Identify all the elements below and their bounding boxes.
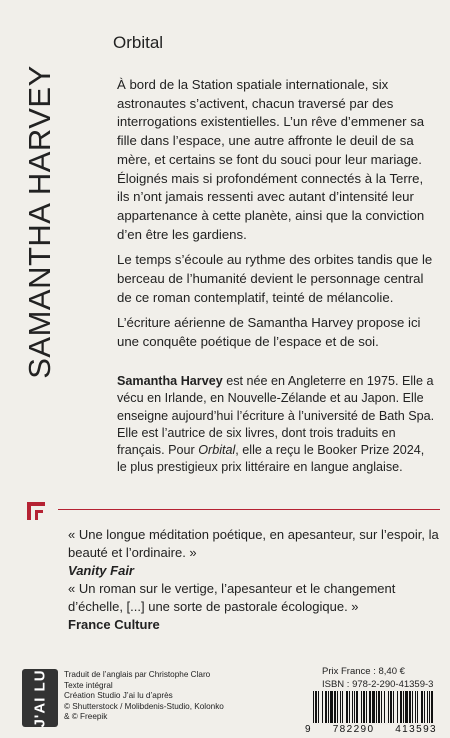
publisher-logo-text: J'AI LU bbox=[31, 668, 49, 728]
barcode-bars bbox=[305, 691, 437, 723]
price: Prix France : 8,40 € bbox=[322, 666, 405, 677]
credits-line-1: Traduit de l’anglais par Christophe Claro bbox=[64, 670, 211, 679]
blurb-paragraph-4: L’écriture aérienne de Samantha Harvey propose ici une conquête poétique de l’espace et de soi. bbox=[117, 315, 421, 350]
book-title: Orbital bbox=[113, 33, 164, 52]
credits-line-5: & © Freepik bbox=[64, 712, 108, 722]
credits bbox=[64, 670, 254, 723]
red-corner-icon bbox=[25, 500, 47, 522]
bio-text-2: , elle a reçu le Booker Prize 2024, le plus prestigieux prix littéraire en langue anglaise. bbox=[117, 443, 425, 475]
quote-1-source: Vanity Fair bbox=[68, 563, 134, 578]
barcode-digit-group-1: 9 bbox=[305, 724, 312, 735]
author-bio bbox=[117, 373, 437, 477]
blurb bbox=[117, 76, 437, 359]
quote-2 bbox=[68, 580, 440, 634]
credits-line-4: © Shutterstock / Molibdenis-Studio, Kolonko bbox=[64, 701, 224, 711]
quote-2-source: France Culture bbox=[68, 617, 160, 632]
barcode-digit-group-3: 413593 bbox=[395, 724, 437, 735]
credits-line-3: Création Studio J’ai lu d’après bbox=[64, 691, 173, 701]
quote-2-text: « Un roman sur le vertige, l’apesanteur et le changement d’échelle, [...] une sorte de pastorale écologique. » bbox=[68, 581, 396, 614]
blurb-paragraph-2: Éloignés mais si profondément connectés à la Terre, ils n’ont jamais ressenti avec autant d’intensité leur appartenance à cette planète, ainsi que la conviction d’en être les gardiens. bbox=[117, 170, 425, 242]
barcode-digit-group-2: 782290 bbox=[332, 724, 375, 735]
barcode-number bbox=[305, 724, 437, 735]
bio-book-title: Orbital bbox=[198, 443, 236, 458]
blurb-paragraph-1: À bord de la Station spatiale internationale, six astronautes s’activent, chacun traversé par des interrogations existentielles. L’un rêve d’emmener sa fille dans l’espace, une autre affronte le deuil de sa mère, et certains se font du souci pour leur mariage. bbox=[117, 77, 425, 167]
bio-author-name: Samantha Harvey bbox=[117, 374, 223, 388]
bio-text-1: est née en Angleterre en 1975. Elle a vécu en Irlande, en Nouvelle-Zélande et au Japon. Elle enseigne aujourd’hui l’écriture à l’université de Bath Spa. Elle est l’autrice de six livres, dont trois traduits en français. Pour bbox=[117, 374, 435, 458]
author-name: SAMANTHA HARVEY bbox=[22, 65, 58, 379]
publisher-logo bbox=[22, 669, 58, 727]
price-block bbox=[322, 665, 433, 691]
quote-1-text: « Une longue méditation poétique, en apesanteur, sur l’espoir, la beauté et l’ordinaire. » bbox=[68, 527, 439, 560]
red-divider bbox=[58, 509, 440, 510]
author-vertical bbox=[20, 36, 60, 408]
credits-line-2: Texte intégral bbox=[64, 680, 113, 690]
quote-1 bbox=[68, 526, 440, 580]
blurb-paragraph-3: Le temps s’écoule au rythme des orbites tandis que le berceau de l’humanité devient le personnage central de ce roman contemplatif, teinté de mélancolie. bbox=[117, 252, 433, 305]
isbn: ISBN : 978-2-290-41359-3 bbox=[322, 679, 434, 690]
